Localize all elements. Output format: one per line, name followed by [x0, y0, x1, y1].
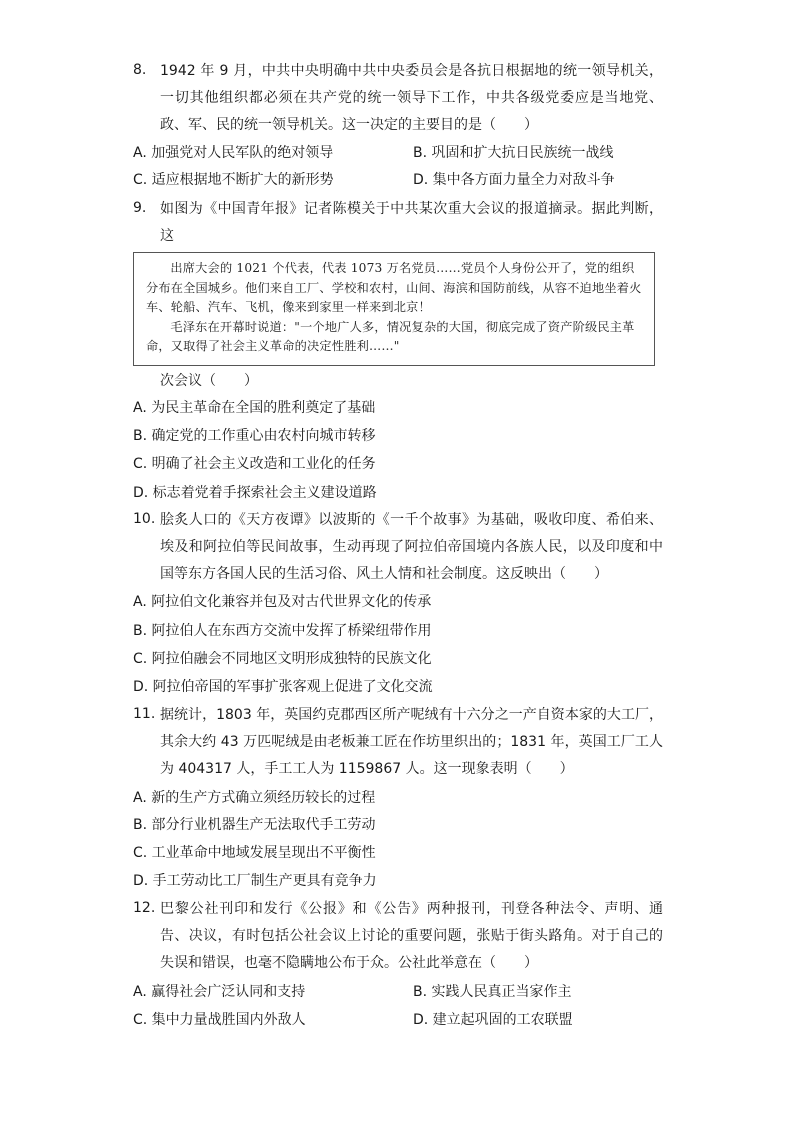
- question-8: [133, 58, 663, 139]
- question-stem-continued: 次会议（ ）: [160, 373, 258, 389]
- question-number: 11.: [133, 706, 156, 722]
- option-a[interactable]: A. 阿拉伯文化兼容并包及对古代世界文化的传承: [133, 594, 432, 610]
- option-d[interactable]: D. 建立起巩固的工农联盟: [413, 1012, 573, 1028]
- question-stem: 据统计，1803 年，英国约克郡西区所产呢绒有十六分之一产自资本家的大工厂，其余大约 43 万匹呢绒是由老板兼工匠在作坊里织出的；1831 年，英国工厂工人为 404317 人，手工工人为 1159867 人。这一现象表明（ ）: [160, 707, 663, 777]
- question-11: [133, 702, 663, 783]
- option-a[interactable]: A. 赢得社会广泛认同和支持: [133, 984, 306, 1000]
- option-b[interactable]: B. 确定党的工作重心由农村向城市转移: [133, 428, 376, 444]
- question-stem: 如图为《中国青年报》记者陈模关于中共某次重大会议的报道摘录。据此判断，这: [160, 201, 663, 244]
- option-b[interactable]: B. 巩固和扩大抗日民族统一战线: [413, 145, 614, 161]
- option-a[interactable]: A. 为民主革命在全国的胜利奠定了基础: [133, 400, 376, 416]
- quote-box: [133, 252, 655, 366]
- option-a[interactable]: A. 新的生产方式确立须经历较长的过程: [133, 790, 376, 806]
- question-10: [133, 507, 663, 588]
- quote-paragraph: 毛泽东在开幕时说道："一个地广人多，情况复杂的大国，彻底完成了资产阶级民主革命，又取得了社会主义革命的决定性胜利……": [146, 319, 635, 353]
- quote-paragraph: 出席大会的 1021 个代表，代表 1073 万名党员……党员个人身份公开了，党的组织分布在全国城乡。他们来自工厂、学校和农村，山间、海滨和国防前线，从容不迫地坐着火车、轮船、汽车、飞机，像来到家里一样来到北京！: [146, 261, 642, 314]
- option-c[interactable]: C. 集中力量战胜国内外敌人: [133, 1012, 306, 1028]
- option-b[interactable]: B. 阿拉伯人在东西方交流中发挥了桥梁纽带作用: [133, 623, 432, 639]
- option-d[interactable]: D. 集中各方面力量全力对敌斗争: [413, 172, 615, 188]
- option-c[interactable]: C. 明确了社会主义改造和工业化的任务: [133, 456, 376, 472]
- option-c[interactable]: C. 工业革命中地域发展呈现出不平衡性: [133, 845, 376, 861]
- option-a[interactable]: A. 加强党对人民军队的绝对领导: [133, 145, 334, 161]
- option-d[interactable]: D. 标志着党着手探索社会主义建设道路: [133, 485, 377, 501]
- question-number: 10.: [133, 511, 156, 527]
- question-number: 9.: [133, 200, 147, 216]
- question-12: [133, 896, 663, 977]
- question-9: [133, 196, 663, 250]
- option-c[interactable]: C. 适应根据地不断扩大的新形势: [133, 172, 334, 188]
- question-number: 12.: [133, 900, 156, 916]
- question-stem: 1942 年 9 月，中共中央明确中共中央委员会是各抗日根据地的统一领导机关，一切其他组织都必须在共产党的统一领导下工作，中共各级党委应是当地党、政、军、民的统一领导机关。这一决定的主要目的是（ ）: [160, 63, 663, 133]
- option-d[interactable]: D. 手工劳动比工厂制生产更具有竞争力: [133, 873, 377, 889]
- question-stem: 脍炙人口的《天方夜谭》以波斯的《一千个故事》为基础，吸收印度、希伯来、埃及和阿拉伯等民间故事，生动再现了阿拉伯帝国境内各族人民，以及印度和中国等东方各国人民的生活习俗、风土人情和社会制度。这反映出（ ）: [160, 512, 663, 582]
- option-b[interactable]: B. 实践人民真正当家作主: [413, 984, 572, 1000]
- question-stem: 巴黎公社刊印和发行《公报》和《公告》两种报刊，刊登各种法令、声明、通告、决议，有时包括公社会议上讨论的重要问题，张贴于街头路角。对于自己的失误和错误，也毫不隐瞒地公布于众。公社此举意在（ ）: [160, 901, 663, 971]
- option-d[interactable]: D. 阿拉伯帝国的军事扩张客观上促进了文化交流: [133, 679, 433, 695]
- option-c[interactable]: C. 阿拉伯融会不同地区文明形成独特的民族文化: [133, 651, 432, 667]
- question-number: 8.: [133, 62, 147, 78]
- option-b[interactable]: B. 部分行业机器生产无法取代手工劳动: [133, 817, 376, 833]
